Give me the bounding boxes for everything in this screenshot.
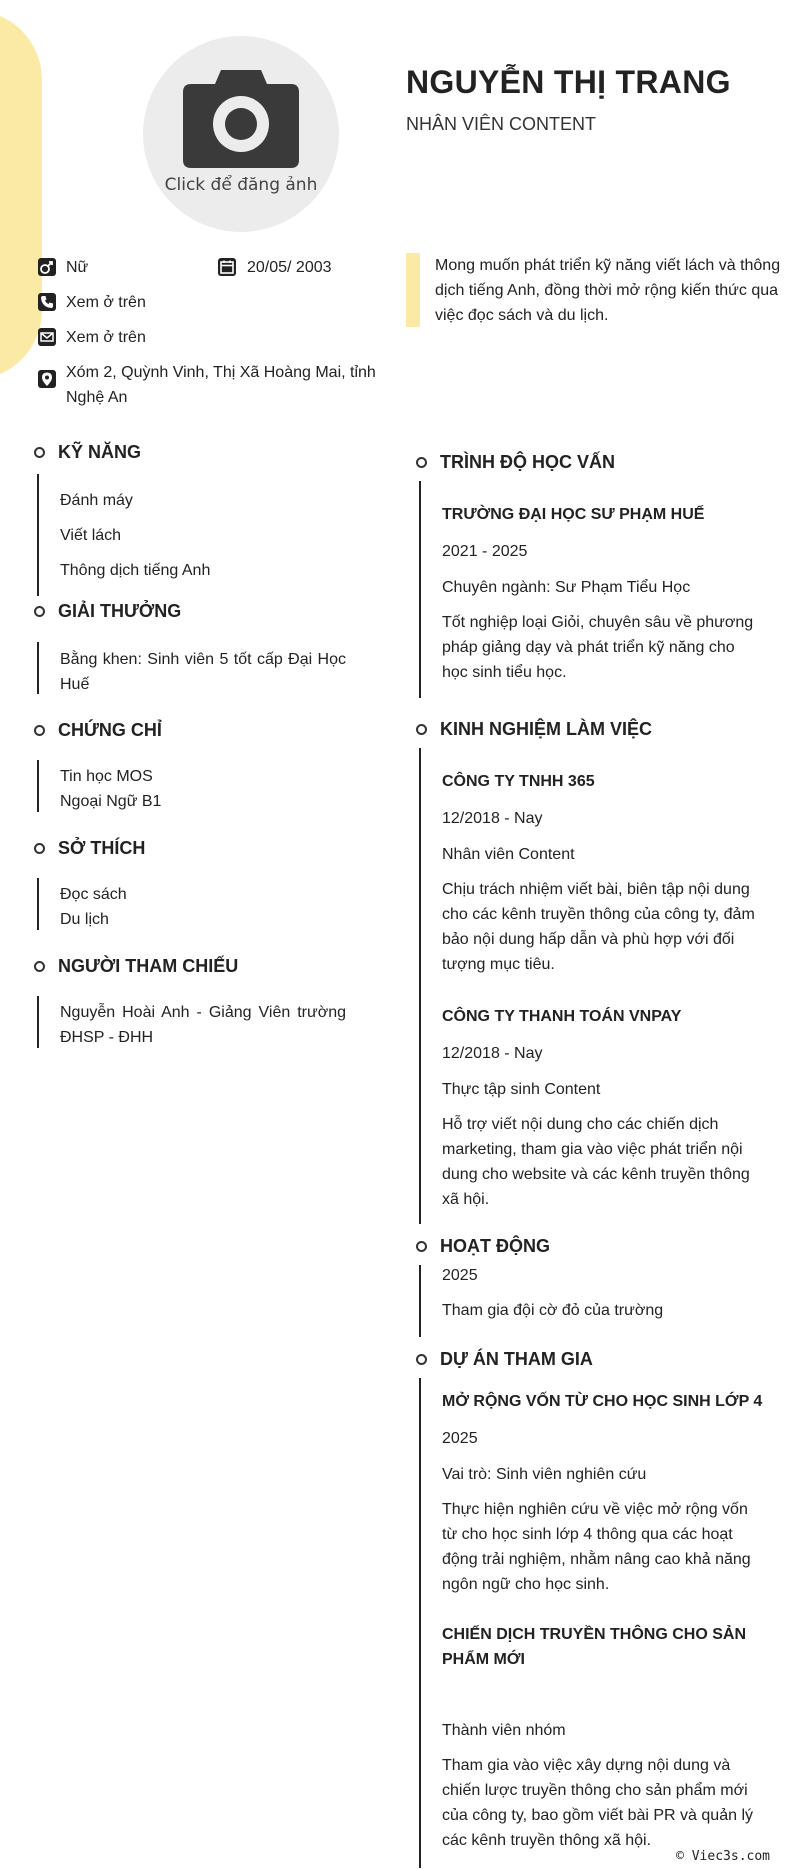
section-bullet bbox=[34, 961, 45, 972]
section-bullet bbox=[416, 724, 427, 735]
education-title: TRÌNH ĐỘ HỌC VẤN bbox=[440, 452, 615, 472]
address-value: Xóm 2, Quỳnh Vinh, Thị Xã Hoàng Mai, tỉnh Nghệ An bbox=[66, 364, 376, 406]
skills-title: KỸ NĂNG bbox=[58, 442, 142, 462]
email-icon bbox=[38, 328, 56, 346]
reference-item: Nguyễn Hoài Anh - Giảng Viên trường ĐHSP - ĐHH bbox=[60, 1004, 346, 1046]
activity-description: Tham gia đội cờ đỏ của trường bbox=[442, 1302, 664, 1319]
decorative-arc bbox=[0, 10, 42, 380]
copyright: © Viec3s.com bbox=[676, 1849, 770, 1864]
job-position: Nhân viên Content bbox=[442, 846, 575, 863]
activities-title: HOẠT ĐỘNG bbox=[440, 1236, 550, 1256]
company-name: CÔNG TY THANH TOÁN VNPAY bbox=[442, 1008, 682, 1025]
section-line bbox=[37, 760, 39, 812]
project-name: MỞ RỘNG VỐN TỪ CHO HỌC SINH LỚP 4 bbox=[442, 1393, 763, 1410]
school-name: TRƯỜNG ĐẠI HỌC SƯ PHẠM HUẾ bbox=[442, 506, 705, 523]
section-bullet bbox=[34, 725, 45, 736]
skill-item: Viết lách bbox=[60, 527, 122, 544]
skill-item: Thông dịch tiếng Anh bbox=[60, 562, 211, 579]
section-line bbox=[419, 481, 421, 698]
location-icon bbox=[38, 370, 56, 388]
phone-value: Xem ở trên bbox=[66, 294, 146, 311]
education-description: Tốt nghiệp loại Giỏi, chuyên sâu về phương pháp giảng dạy và phát triển kỹ năng cho học sinh tiểu học. bbox=[442, 614, 754, 681]
education-major: Chuyên ngành: Sư Phạm Tiểu Học bbox=[442, 579, 691, 596]
certificates-title: CHỨNG CHỈ bbox=[58, 720, 162, 740]
section-bullet bbox=[34, 606, 45, 617]
section-line bbox=[37, 474, 39, 596]
company-name: CÔNG TY TNHH 365 bbox=[442, 773, 595, 790]
references-title: NGƯỜI THAM CHIẾU bbox=[58, 956, 239, 976]
job-period: 12/2018 - Nay bbox=[442, 1045, 543, 1062]
awards-title: GIẢI THƯỞNG bbox=[58, 601, 182, 621]
section-line bbox=[419, 1265, 421, 1337]
career-objective: Mong muốn phát triển kỹ năng viết lách và thông dịch tiếng Anh, đồng thời mở rộng kiến thức qua việc đọc sách và du lịch. bbox=[435, 257, 781, 324]
section-line bbox=[37, 996, 39, 1048]
hobby-item: Du lịch bbox=[60, 911, 109, 928]
project-name: CHIẾN DỊCH TRUYỀN THÔNG CHO SẢN PHẨM MỚI bbox=[442, 1626, 747, 1668]
birthday-value: 20/05/ 2003 bbox=[247, 259, 332, 276]
project-role: Vai trò: Sinh viên nghiên cứu bbox=[442, 1466, 647, 1483]
photo-upload-label: Click để đăng ảnh bbox=[164, 175, 318, 195]
project-role: Thành viên nhóm bbox=[442, 1722, 566, 1739]
project-description: Tham gia vào việc xây dựng nội dung và chiến lược truyền thông cho sản phẩm mới của công ty, bao gồm viết bài PR và quản lý các kênh truyền thông xã hội. bbox=[442, 1757, 753, 1849]
job-position: Thực tập sinh Content bbox=[442, 1081, 601, 1098]
section-bullet bbox=[416, 1241, 427, 1252]
photo-upload[interactable] bbox=[143, 36, 339, 232]
job-period: 12/2018 - Nay bbox=[442, 810, 543, 827]
section-bullet bbox=[34, 447, 45, 458]
section-bullet bbox=[34, 843, 45, 854]
certificate-item: Ngoại Ngữ B1 bbox=[60, 793, 162, 810]
job-description: Chịu trách nhiệm viết bài, biên tập nội dung cho các kênh truyền thông của công ty, đảm bảo nội dung hấp dẫn và phù hợp với đối tượng mục tiêu. bbox=[442, 881, 755, 973]
skill-item: Đánh máy bbox=[60, 492, 133, 509]
calendar-icon bbox=[218, 258, 236, 276]
camera-icon bbox=[183, 66, 299, 168]
gender-value: Nữ bbox=[66, 259, 89, 276]
gender-icon bbox=[38, 258, 56, 276]
section-bullet bbox=[416, 457, 427, 468]
certificate-item: Tin học MOS bbox=[60, 768, 153, 785]
experience-title: KINH NGHIỆM LÀM VIỆC bbox=[440, 719, 653, 739]
phone-icon bbox=[38, 293, 56, 311]
job-title: NHÂN VIÊN CONTENT bbox=[406, 114, 597, 134]
project-description: Thực hiện nghiên cứu về việc mở rộng vốn từ cho học sinh lớp 4 thông qua các hoạt động trải nghiệm, nhằm nâng cao khả năng ngôn ngữ cho học sinh. bbox=[442, 1501, 751, 1593]
section-line bbox=[419, 1378, 421, 1868]
objective-accent-bar bbox=[406, 253, 420, 327]
candidate-name: NGUYỄN THỊ TRANG bbox=[406, 64, 731, 100]
section-line bbox=[419, 748, 421, 1224]
hobby-item: Đọc sách bbox=[60, 886, 127, 903]
education-period: 2021 - 2025 bbox=[442, 543, 528, 560]
award-item: Bằng khen: Sinh viên 5 tốt cấp Đại Học Huế bbox=[60, 651, 346, 693]
job-description: Hỗ trợ viết nội dung cho các chiến dịch marketing, tham gia vào việc phát triển nội dung cho website và các kênh truyền thông xã hội. bbox=[442, 1116, 750, 1208]
hobbies-title: SỞ THÍCH bbox=[58, 838, 146, 858]
activity-year: 2025 bbox=[442, 1267, 478, 1284]
email-value: Xem ở trên bbox=[66, 329, 146, 346]
projects-title: DỰ ÁN THAM GIA bbox=[440, 1349, 593, 1369]
section-line bbox=[37, 642, 39, 694]
project-year: 2025 bbox=[442, 1430, 478, 1447]
section-bullet bbox=[416, 1354, 427, 1365]
section-line bbox=[37, 878, 39, 930]
